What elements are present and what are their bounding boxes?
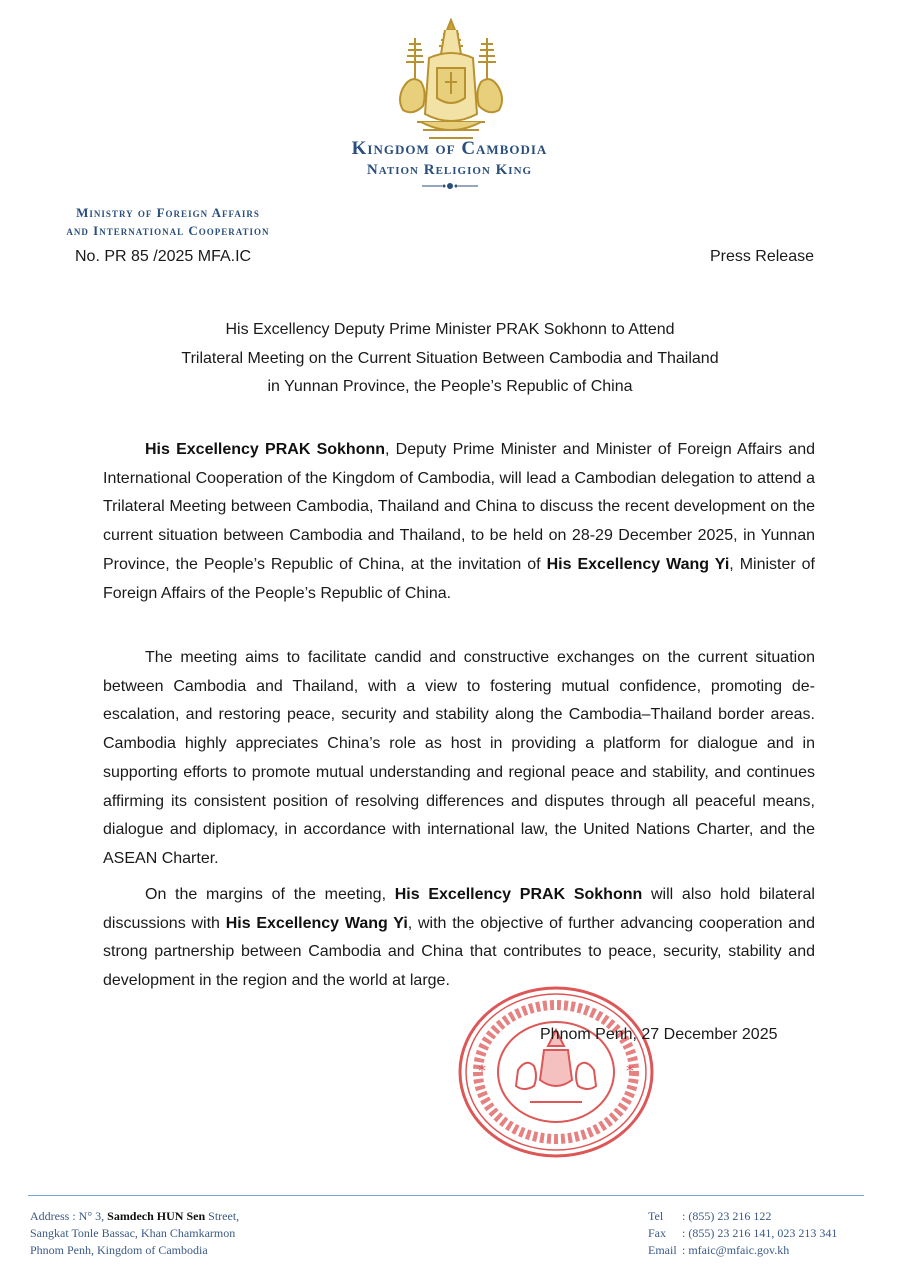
- paragraph-text: On the margins of the meeting,: [145, 886, 395, 903]
- email-label: Email: [648, 1243, 677, 1257]
- headline-line-2: Trilateral Meeting on the Current Situation Between Cambodia and Thailand: [181, 349, 719, 367]
- headline-line-3: in Yunnan Province, the People’s Republic of China: [267, 378, 633, 395]
- royal-arms-emblem-icon: [393, 18, 509, 146]
- footer-divider: [28, 1195, 864, 1196]
- email-value: : mfaic@mfaic.gov.kh: [682, 1243, 790, 1257]
- tel-value: : (855) 23 216 122: [682, 1209, 772, 1223]
- paragraph-text: , with the objective of further advancing cooperation and strong partnership between Cambodia and China that contributes to peace, security, stability and development in the region and the world at large.: [103, 914, 815, 990]
- national-motto: Nation Religion King: [366, 162, 533, 178]
- fax-value: : (855) 23 216 141, 023 213 341: [682, 1226, 838, 1240]
- address-line-2: Sangkat Tonle Bassac, Khan Chamkarmon: [30, 1226, 236, 1240]
- fax-label: Fax: [648, 1226, 666, 1240]
- svg-text:*: *: [626, 1061, 634, 1080]
- bold-name: His Excellency PRAK Sokhonn: [145, 441, 386, 458]
- bold-name: His Excellency Wang Yi: [546, 555, 730, 573]
- kingdom-title: Kingdom of Cambodia: [351, 138, 548, 159]
- ministry-seal-icon: [456, 984, 656, 1160]
- paragraph-text: , Deputy Prime Minister and Minister of Foreign Affairs and International Cooperation of the Kingdom of Cambodia, will lead a Cambodian delegation to attend a Trilateral Meeting between Cambodia, Thailand and China to discuss the recent development on the current situation between Cambodia and Thailand, to be held on 28-29 December 2025, in Yunnan Province, the People’s Republic of China, at the invitation of: [103, 441, 815, 573]
- paragraph-text: , Minister of Foreign Affairs of the People’s Republic of China.: [103, 555, 816, 602]
- svg-text:*: *: [478, 1061, 486, 1080]
- address-label: Address : N° 3,: [30, 1209, 108, 1223]
- contact-tel: [648, 1208, 771, 1225]
- body-paragraph-2: The meeting aims to facilitate candid and constructive exchanges on the current situation between Cambodia and Thailand, with a view to fostering mutual confidence, promoting de-escalation, and restoring peace, security and stability along the Cambodia–Thailand border areas. Cambodia highly appreciates China’s role as host in providing a platform for dialogue and in supporting efforts to promote mutual understanding and regional peace and stability, and continues affirming its consistent position of resolving differences and disputes through all peaceful means, dialogue and diplomacy, in accordance with international law, the United Nations Charter, and the ASEAN Charter.: [103, 649, 815, 867]
- address-street-name: Samdech HUN Sen: [107, 1209, 206, 1223]
- reference-number: No. PR 85 /2025 MFA.IC: [75, 248, 252, 265]
- bold-name: His Excellency PRAK Sokhonn: [394, 886, 643, 903]
- tel-label: Tel: [648, 1209, 664, 1223]
- contact-fax: [648, 1225, 837, 1242]
- paragraph-text: will also hold bilateral discussions with: [103, 886, 815, 932]
- body-paragraph-1: [103, 436, 815, 608]
- address-street-suffix: Street,: [205, 1209, 240, 1223]
- press-release-headline: [80, 316, 820, 402]
- body-paragraph-3: [103, 881, 815, 996]
- place-and-date: Phnom Penh, 27 December 2025: [540, 1026, 778, 1043]
- address-line-3: Phnom Penh, Kingdom of Cambodia: [30, 1243, 208, 1257]
- contact-email: [648, 1242, 789, 1259]
- document-type-label: Press Release: [709, 248, 814, 265]
- ministry-name-line1: Ministry of Foreign Affairs: [76, 205, 260, 220]
- address-line-1: [30, 1208, 239, 1225]
- ministry-name-line2: and International Cooperation: [66, 223, 270, 238]
- ornament-divider-icon: [420, 182, 480, 190]
- bold-name: His Excellency Wang Yi: [225, 914, 408, 932]
- headline-line-1: His Excellency Deputy Prime Minister PRAK Sokhonn to Attend: [225, 321, 675, 338]
